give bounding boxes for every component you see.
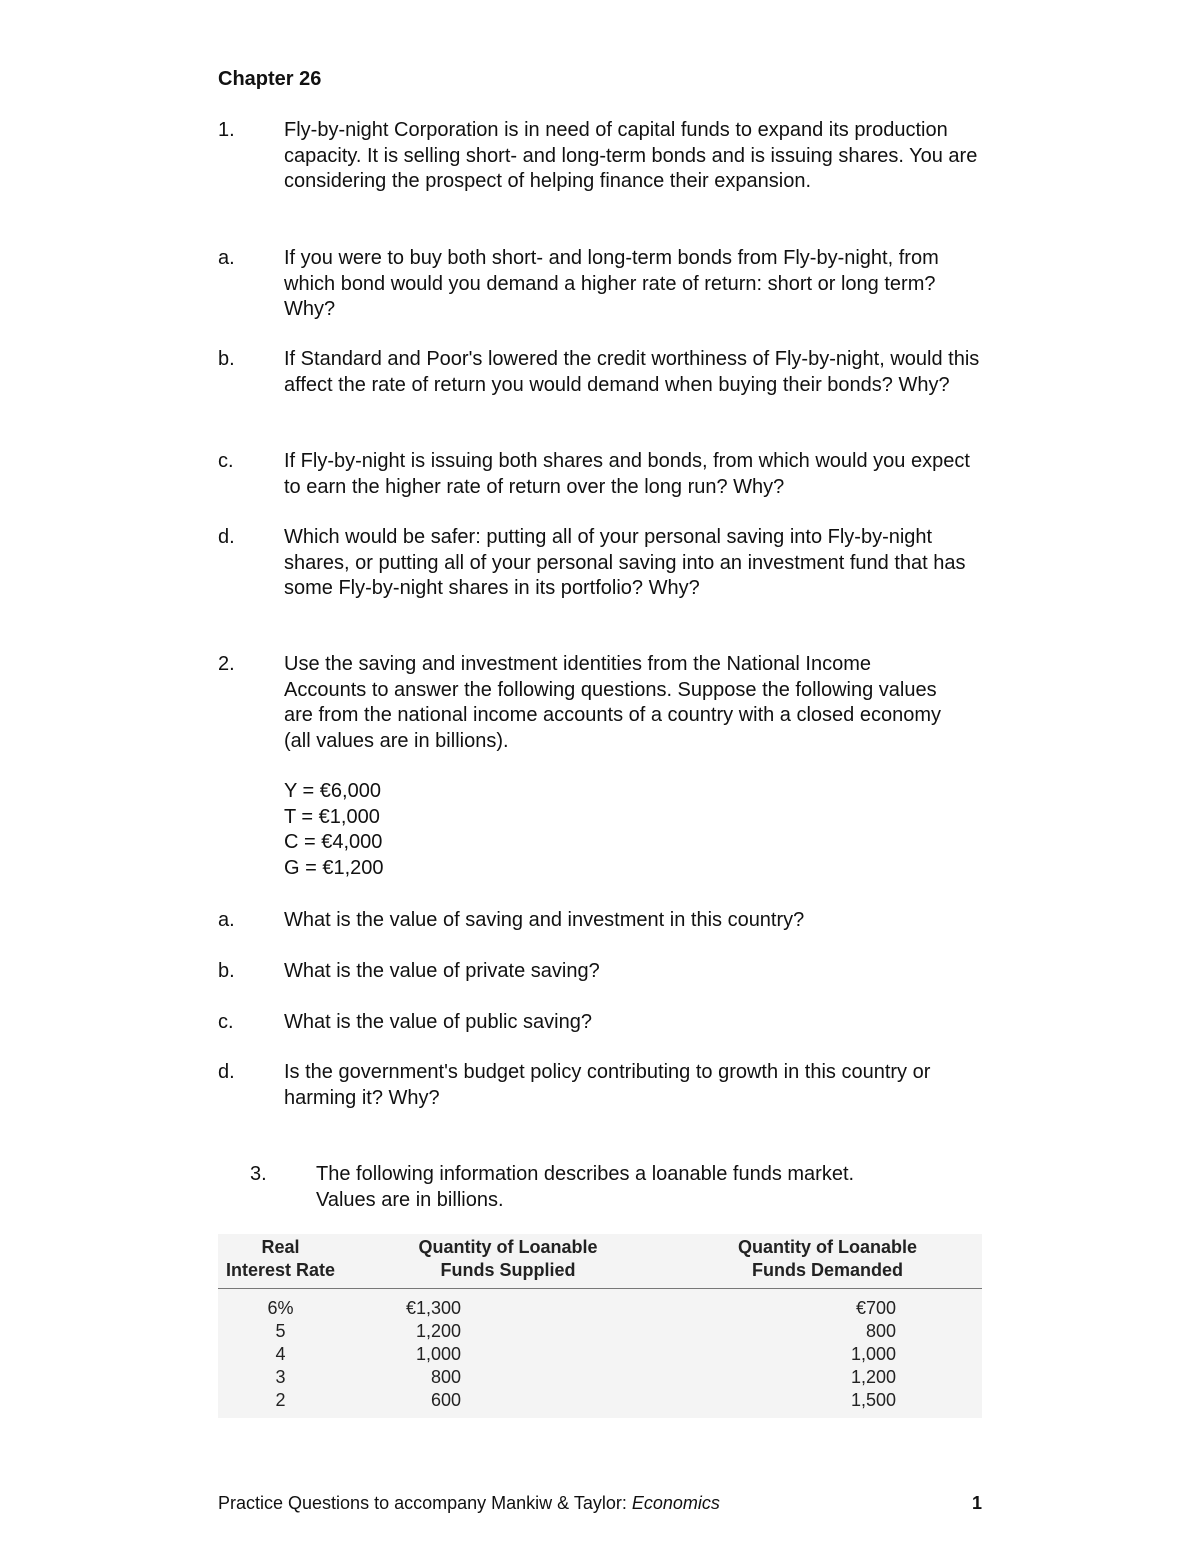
part-label: d. xyxy=(218,1061,235,1083)
part-label: a. xyxy=(218,247,235,269)
header-funds-supplied: Quantity of Loanable Funds Supplied xyxy=(343,1234,673,1289)
part-text: What is the value of public saving? xyxy=(284,1011,592,1033)
equation-y: Y = €6,000 xyxy=(284,780,381,802)
part-text: If Fly-by-night is issuing both shares and bonds, from which would you expect to earn the higher rate of return over the long run? Why? xyxy=(284,450,970,498)
part-text: What is the value of private saving? xyxy=(284,960,600,982)
question-text: Use the saving and investment identities from the National Income Accounts to answer the following questions. Suppose the following values are from the national income accounts of a country with a closed economy (all values are in billions). xyxy=(284,653,942,752)
cell-funds-demanded: 800 xyxy=(865,1321,896,1341)
part-label: b. xyxy=(218,348,235,370)
cell-funds-demanded: 1,200 xyxy=(850,1367,896,1387)
part-label: b. xyxy=(218,960,235,982)
page-number: 1 xyxy=(972,1493,983,1513)
question-text-line: Values are in billions. xyxy=(316,1188,504,1211)
table-row xyxy=(218,1289,982,1321)
cell-funds-demanded: €700 xyxy=(855,1298,896,1318)
part-label: a. xyxy=(218,909,235,931)
equation-t: T = €1,000 xyxy=(284,805,380,828)
question-number: 1. xyxy=(218,119,235,141)
question-text-line: The following information describes a loanable funds market. xyxy=(316,1163,855,1185)
header-funds-demanded: Quantity of Loanable Funds Demanded xyxy=(673,1234,982,1289)
cell-funds-demanded: 1,500 xyxy=(850,1390,896,1410)
cell-funds-supplied: 1,000 xyxy=(415,1344,461,1364)
question-text xyxy=(316,1162,956,1213)
table-header-row xyxy=(218,1234,982,1289)
table-row xyxy=(218,1320,982,1343)
cell-funds-supplied: 1,200 xyxy=(415,1321,461,1341)
cell-funds-supplied: 800 xyxy=(430,1367,461,1387)
equation-list xyxy=(284,779,384,881)
page-footer xyxy=(218,1491,720,1517)
cell-funds-supplied: €1,300 xyxy=(405,1298,461,1318)
footer-text: Practice Questions to accompany Mankiw & Taylor: xyxy=(218,1493,632,1513)
table-row xyxy=(218,1343,982,1366)
part-label: d. xyxy=(218,526,235,548)
question-text: Fly-by-night Corporation is in need of capital funds to expand its production capacity. It is selling short- and long-term bonds and is issuing shares. You are considering the prospect of helping finance their expansion. xyxy=(284,119,978,192)
cell-funds-demanded: 1,000 xyxy=(850,1344,896,1364)
question-number: 3. xyxy=(250,1163,267,1185)
part-text: If you were to buy both short- and long-term bonds from Fly-by-night, from which bond would you demand a higher rate of return: short or long term? Why? xyxy=(284,247,939,320)
part-text: What is the value of saving and investment in this country? xyxy=(284,909,805,931)
header-interest-rate: Real Interest Rate xyxy=(218,1234,343,1289)
part-text: Is the government's budget policy contributing to growth in this country or harming it? Why? xyxy=(284,1061,931,1109)
table-row xyxy=(218,1389,982,1418)
equation-g: G = €1,200 xyxy=(284,856,384,879)
footer-book-title: Economics xyxy=(631,1493,720,1513)
equation-c: C = €4,000 xyxy=(284,831,383,853)
cell-interest-rate: 4 xyxy=(275,1344,286,1364)
cell-interest-rate: 3 xyxy=(275,1367,286,1387)
part-label: c. xyxy=(218,1011,234,1033)
table-row xyxy=(218,1366,982,1389)
part-text: Which would be safer: putting all of your personal saving into Fly-by-night shares, or putting all of your personal saving into an investment fund that has some Fly-by-night shares in its portfolio? Why? xyxy=(284,526,966,599)
cell-funds-supplied: 600 xyxy=(430,1390,461,1410)
loanable-funds-table xyxy=(218,1234,982,1418)
cell-interest-rate: 5 xyxy=(275,1321,286,1341)
cell-interest-rate: 6% xyxy=(267,1298,294,1318)
cell-interest-rate: 2 xyxy=(275,1390,286,1410)
chapter-title: Chapter 26 xyxy=(218,68,322,90)
part-text: If Standard and Poor's lowered the credit worthiness of Fly-by-night, would this affect the rate of return you would demand when buying their bonds? Why? xyxy=(284,348,980,396)
part-label: c. xyxy=(218,450,234,472)
question-number: 2. xyxy=(218,653,235,675)
